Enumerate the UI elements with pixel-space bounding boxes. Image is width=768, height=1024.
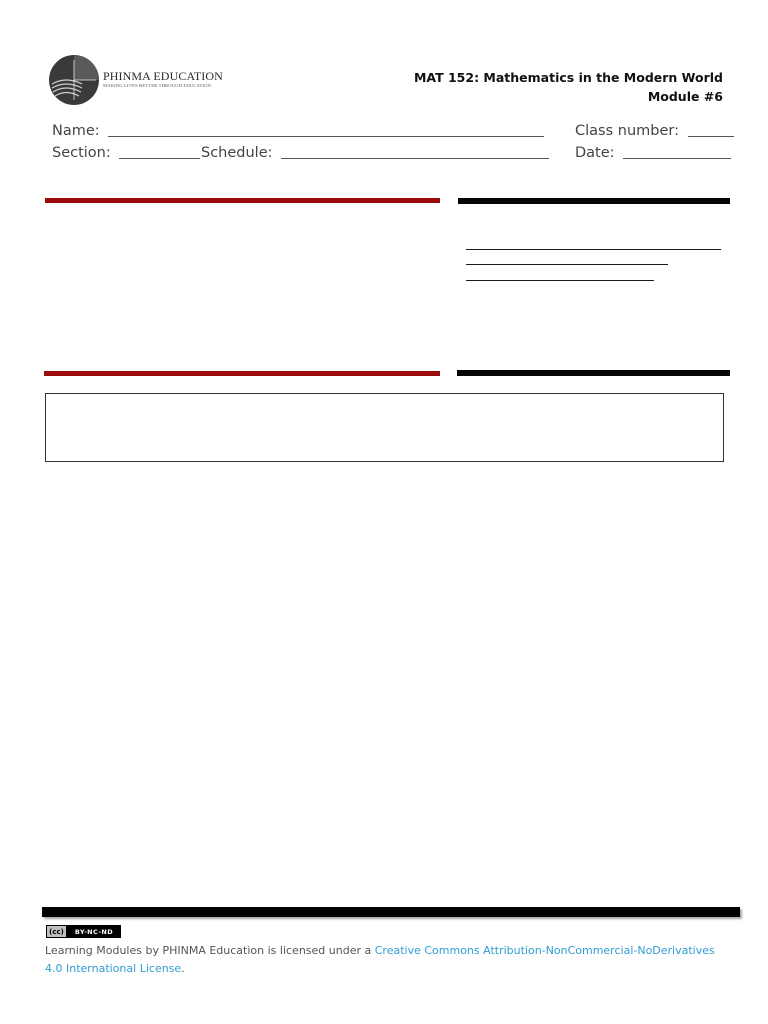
section-rule-red-top: [45, 198, 440, 203]
writing-line-2[interactable]: [466, 264, 668, 265]
logo-tagline: MAKING LIVES BETTER THROUGH EDUCATION: [103, 83, 212, 88]
course-heading: [414, 68, 723, 106]
footer-bar: [42, 907, 740, 917]
license-prefix: Learning Modules by PHINMA Education is licensed under a: [45, 944, 375, 957]
schedule-field: [201, 144, 549, 161]
name-field: [52, 122, 544, 139]
schedule-blank[interactable]: [281, 144, 549, 159]
class-number-blank[interactable]: [688, 122, 734, 137]
name-blank[interactable]: [108, 122, 544, 137]
content-box: [45, 393, 724, 462]
schedule-label: Schedule:: [201, 145, 273, 161]
cc-badge-right: BY-NC-ND: [67, 925, 121, 938]
writing-line-3[interactable]: [466, 280, 654, 281]
date-label: Date:: [575, 145, 615, 161]
writing-line-1[interactable]: [466, 249, 721, 250]
section-blank[interactable]: [119, 144, 200, 159]
license-text: [45, 942, 735, 978]
phinma-logo-icon: [48, 54, 100, 106]
date-field: [575, 144, 731, 161]
section-field: [52, 144, 200, 161]
license-link[interactable]: Creative Commons Attribution-NonCommercial-NoDerivatives 4.0 International License: [45, 944, 715, 975]
section-rule-black-bottom: [457, 370, 730, 376]
cc-badge-left: (cc): [46, 925, 67, 938]
license-suffix: .: [181, 962, 185, 975]
course-title: MAT 152: Mathematics in the Modern World: [413, 70, 723, 85]
logo-title: PHINMA EDUCATION: [103, 69, 223, 83]
section-label: Section:: [52, 145, 111, 161]
name-label: Name:: [52, 123, 100, 139]
class-number-label: Class number:: [575, 123, 679, 139]
section-rule-black-top: [458, 198, 730, 204]
date-blank[interactable]: [623, 144, 731, 159]
cc-license-badge-icon[interactable]: [46, 925, 121, 938]
class-number-field: [575, 122, 734, 139]
module-number: Module #6: [647, 89, 723, 104]
section-rule-red-bottom: [44, 371, 440, 376]
